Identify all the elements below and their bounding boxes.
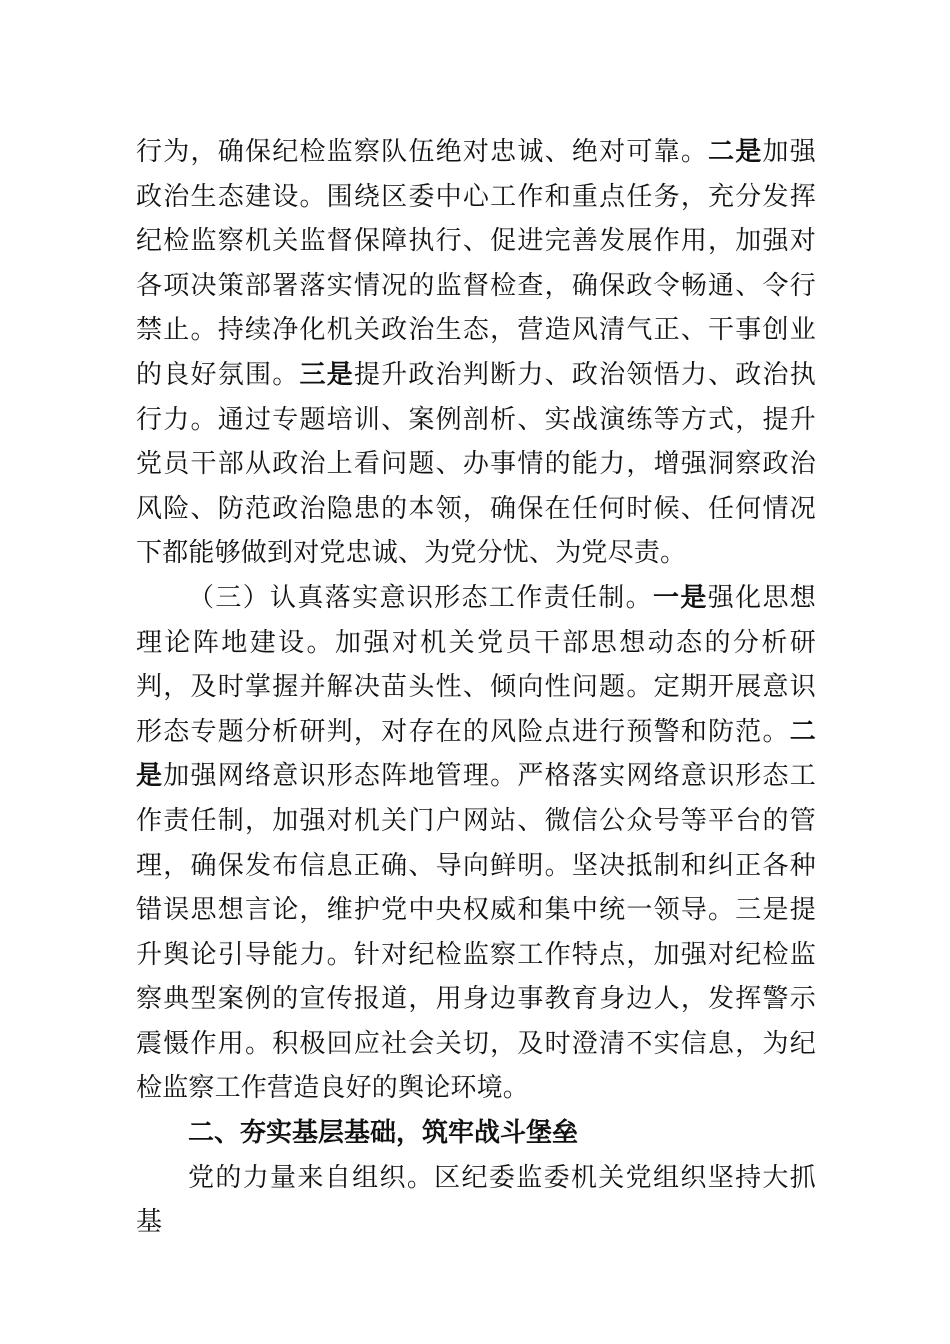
paragraph-ideology-responsibility [136, 576, 816, 1111]
emphasis-second: 二是 [136, 716, 816, 792]
document-page [136, 130, 816, 1245]
emphasis-second: 二是 [708, 137, 763, 167]
text-segment: 行为，确保纪检监察队伍绝对忠诚、绝对可靠。 [136, 137, 709, 167]
text-segment: 强化思想理论阵地建设。加强对机关党员干部思想动态的分析研判，及时掌握并解决苗头性、倾向性问题。定期开展意识形态专题分析研判，对存在的风险点进行预警和防范。 [136, 582, 816, 747]
text-segment: 加强政治生态建设。围绕区委中心工作和重点任务，充分发挥纪检监察机关监督保障执行、促进完善发展作用，加强对各项决策部署落实情况的监督检查，确保政令畅通、令行禁止。持续净化机关政治生态，营造风清气正、干事创业的良好氛围。 [136, 137, 816, 390]
text-segment: 加强网络意识形态阵地管理。严格落实网络意识形态工作责任制，加强对机关门户网站、微信公众号等平台的管理，确保发布信息正确、导向鲜明。坚决抵制和纠正各种错误思想言论，维护党中央权威和集中统一领导。三是提升舆论引导能力。针对纪检监察工作特点，加强对纪检监察典型案例的宣传报道，用身边事教育身边人，发挥警示震慑作用。积极回应社会关切，及时澄清不实信息，为纪检监察工作营造良好的舆论环境。 [136, 761, 816, 1104]
paragraph-political-ecology [136, 130, 816, 576]
paragraph-organization: 党的力量来自组织。区纪委监委机关党组织坚持大抓基 [136, 1162, 816, 1238]
emphasis-first: 一是 [653, 582, 708, 613]
section-heading: 二、夯实基层基础，筑牢战斗堡垒 [188, 1118, 579, 1149]
text-segment: （三）认真落实意识形态工作责任制。 [188, 582, 654, 613]
text-segment: 提升政治判断力、政治领悟力、政治执行力。通过专题培训、案例剖析、实战演练等方式，提升党员干部从政治上看问题、办事情的能力，增强洞察政治风险、防范政治隐患的本领，确保在任何时候、任何情况下都能够做到对党忠诚、为党分忧、为党尽责。 [136, 359, 816, 569]
emphasis-third: 三是 [299, 359, 354, 390]
